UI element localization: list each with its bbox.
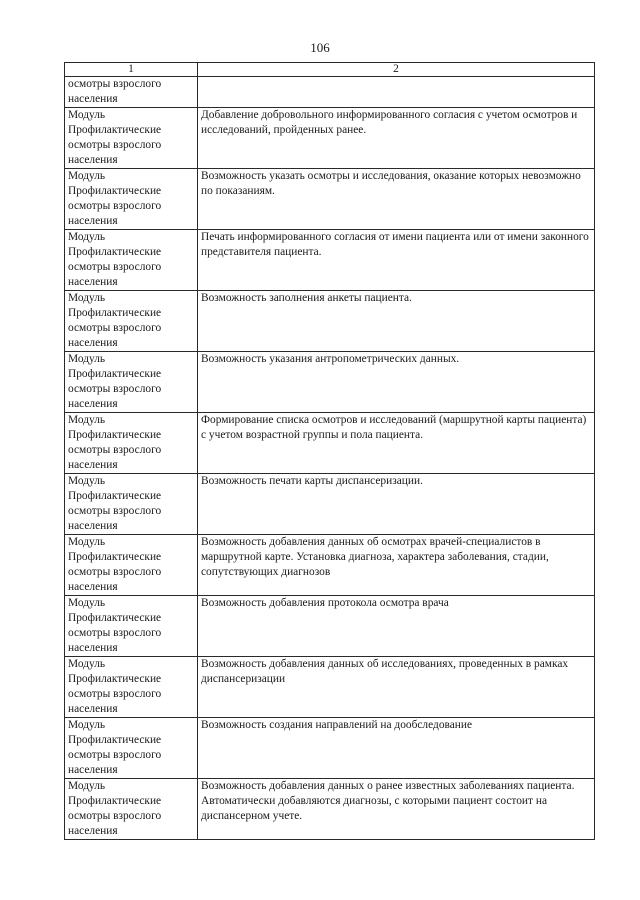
module-cell: Модуль Профилактические осмотры взрослого населения bbox=[65, 474, 198, 535]
module-cell: Модуль Профилактические осмотры взрослого населения bbox=[65, 169, 198, 230]
module-cell: Модуль Профилактические осмотры взрослого населения bbox=[65, 413, 198, 474]
module-cell: Модуль Профилактические осмотры взрослого населения bbox=[65, 535, 198, 596]
requirement-cell: Возможность указания антропометрических данных. bbox=[198, 352, 595, 413]
module-cell: Модуль Профилактические осмотры взрослого населения bbox=[65, 779, 198, 840]
page-number: 106 bbox=[310, 40, 330, 55]
column-header-1: 1 bbox=[65, 63, 198, 77]
requirement-cell: Возможность заполнения анкеты пациента. bbox=[198, 291, 595, 352]
table-row bbox=[65, 230, 595, 291]
table-row bbox=[65, 718, 595, 779]
requirement-cell: Возможность указать осмотры и исследования, оказание которых невозможно по показаниям. bbox=[198, 169, 595, 230]
requirement-cell: Возможность печати карты диспансеризации. bbox=[198, 474, 595, 535]
module-cell: Модуль Профилактические осмотры взрослого населения bbox=[65, 352, 198, 413]
table-row bbox=[65, 352, 595, 413]
requirement-cell: Добавление добровольного информированного согласия с учетом осмотров и исследований, пройденных ранее. bbox=[198, 108, 595, 169]
requirement-cell: Возможность добавления данных об исследованиях, проведенных в рамках диспансеризации bbox=[198, 657, 595, 718]
requirement-cell: Печать информированного согласия от имени пациента или от имени законного представителя пациента. bbox=[198, 230, 595, 291]
table-row bbox=[65, 596, 595, 657]
requirement-cell bbox=[198, 77, 595, 108]
table-row bbox=[65, 657, 595, 718]
table-row bbox=[65, 108, 595, 169]
table-header-row bbox=[65, 63, 595, 77]
requirements-table bbox=[64, 62, 595, 840]
table-row-continuation bbox=[65, 77, 595, 108]
table-row bbox=[65, 779, 595, 840]
table-row bbox=[65, 413, 595, 474]
table-row bbox=[65, 474, 595, 535]
table-row bbox=[65, 535, 595, 596]
table-row bbox=[65, 291, 595, 352]
column-header-2: 2 bbox=[198, 63, 595, 77]
requirement-cell: Формирование списка осмотров и исследований (маршрутной карты пациента) с учетом возрастной группы и пола пациента. bbox=[198, 413, 595, 474]
module-cell: Модуль Профилактические осмотры взрослого населения bbox=[65, 291, 198, 352]
module-cell: Модуль Профилактические осмотры взрослого населения bbox=[65, 108, 198, 169]
table-row bbox=[65, 169, 595, 230]
requirement-cell: Возможность добавления протокола осмотра врача bbox=[198, 596, 595, 657]
module-cell: Модуль Профилактические осмотры взрослого населения bbox=[65, 230, 198, 291]
requirement-cell: Возможность создания направлений на дообследование bbox=[198, 718, 595, 779]
requirement-cell: Возможность добавления данных о ранее известных заболеваниях пациента. Автоматически добавляются диагнозы, с которыми пациент состоит на диспансерном учете. bbox=[198, 779, 595, 840]
module-cell: Модуль Профилактические осмотры взрослого населения bbox=[65, 657, 198, 718]
requirement-cell: Возможность добавления данных об осмотрах врачей-специалистов в маршрутной карте. Установка диагноза, характера заболевания, стадии, сопутствующих диагнозов bbox=[198, 535, 595, 596]
module-cell: Модуль Профилактические осмотры взрослого населения bbox=[65, 718, 198, 779]
module-cell: осмотры взрослого населения bbox=[65, 77, 198, 108]
module-cell: Модуль Профилактические осмотры взрослого населения bbox=[65, 596, 198, 657]
